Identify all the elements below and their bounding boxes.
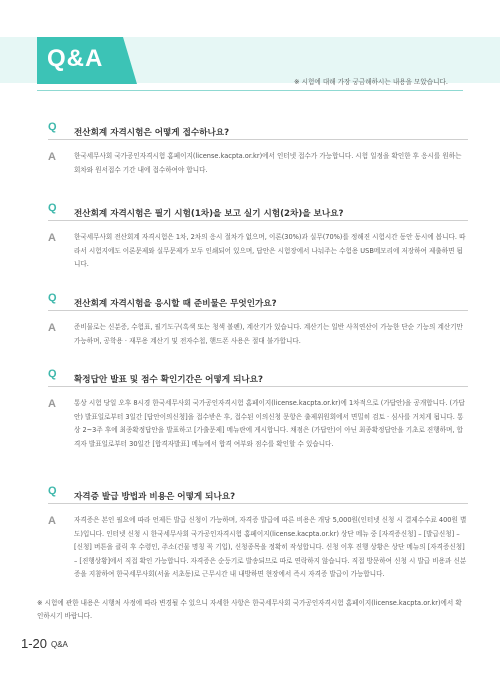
question-row — [48, 201, 468, 219]
qa-item — [48, 120, 468, 177]
answer-row — [48, 397, 468, 451]
answer-row — [48, 150, 468, 177]
answer-marker: A — [48, 232, 56, 244]
answer-text: 한국세무사회 전산회계 자격시험은 1차, 2차의 응시 절차가 없으며, 이론(30%)과 실무(70%)를 정해진 시험시간 동안 동시에 봅니다. 따라서 시험지에도 이론문제와 실무문제가 모두 인쇄되어 있으며, 답안은 시험장에서 나눠주는 수험용 USB메모리에 저장하여 제출하면 됩니다. — [74, 233, 466, 269]
answer-marker: A — [48, 515, 56, 527]
question-divider — [48, 310, 468, 311]
qa-item — [48, 291, 468, 348]
question-text: 전산회계 자격시험은 어떻게 접수하나요? — [74, 128, 230, 138]
qa-item — [48, 484, 468, 582]
question-divider — [48, 220, 468, 221]
answer-text: 통상 시험 당일 오후 8시경 한국세무사회 국가공인자격시험 홈페이지(license.kacpta.or.kr)에 1차적으로 (가답안)을 공개합니다. (가답안) 발표일로부터 3일간 [답안이의신청]을 접수받은 후, 접수된 이의신청 문항은 출제위원회에서 면밀히 검토 · 심사를 거치게 됩니다. 통상 2~3주 후에 최종확정답안을 발표하고 [가출문제] 메뉴란에 게시합니다. 채점은 (가답안)이 아닌 최종확정답안을 기초로 진행하며, 합격자 발표일로부터 30일간 [합격자발표] 메뉴에서 합격 여부와 점수를 확인할 수 있습니다. — [74, 399, 465, 448]
qa-item — [48, 367, 468, 451]
question-row — [48, 367, 468, 385]
qa-item — [48, 201, 468, 272]
question-marker: Q — [48, 485, 57, 497]
question-marker: Q — [48, 292, 57, 304]
question-divider — [48, 503, 468, 504]
question-divider — [48, 139, 468, 140]
header-divider — [37, 90, 463, 91]
question-divider — [48, 386, 468, 387]
answer-text: 한국세무사회 국가공인자격시험 홈페이지(license.kacpta.or.kr)에서 인터넷 접수가 가능합니다. 시험 일정을 확인한 후 응시를 원하는 회차와 원서접수 기간 내에 접수하여야 합니다. — [74, 152, 462, 174]
question-row — [48, 484, 468, 502]
question-row — [48, 120, 468, 138]
answer-row — [48, 321, 468, 348]
answer-text: 준비물로는 신분증, 수험표, 필기도구(흑색 또는 청색 볼펜), 계산기가 있습니다. 계산기는 일반 사칙연산이 가능한 단순 기능의 계산기만 가능하며, 공학용 · 재무용 계산기 및 전자수첩, 핸드폰 사용은 절대 불가합니다. — [74, 323, 463, 345]
footnote: ※ 시험에 관한 내용은 시행처 사정에 따라 변경될 수 있으니 자세한 사항은 한국세무사회 국가공인자격시험 홈페이지(license.kacpta.or.kr)에서 확인하시기 바랍니다. — [37, 599, 462, 621]
answer-marker: A — [48, 151, 56, 163]
answer-row — [48, 514, 468, 582]
question-text: 확정답안 발표 및 점수 확인기간은 어떻게 되나요? — [74, 375, 263, 385]
question-row — [48, 291, 468, 309]
answer-text: 자격증은 본인 필요에 따라 언제든 발급 신청이 가능하며, 자격증 발급에 따른 비용은 개당 5,000원(인터넷 신청 시 결제수수료 400원 별도)입니다. 인터넷 신청 시 한국세무사회 국가공인자격시험 홈페이지(license.kacpta.or.kr) 상단 메뉴 중 [자격증신청] – [발급신청] – [신청] 버튼을 클릭 후 수령인, 주소(건물 명칭 꼭 기입), 신청종목을 정확히 작성합니다. 신청 이후 진행 상황은 상단 메뉴의 [자격증신청] – [진행상황]에서 직접 확인 가능합니다. 자격증은 순등기로 발송되므로 따로 연락하지 않습니다. 직접 방문하여 신청 시 발급 비용과 신분증을 지참하여 한국세무사회(서울 서초동)로 근무시간 내 내방하면 현장에서 즉시 자격증 발급이 가능합니다. — [74, 516, 467, 579]
question-text: 전산회계 자격시험을 응시할 때 준비물은 무엇인가요? — [74, 299, 277, 309]
page-title: Q&A — [47, 45, 104, 72]
answer-row — [48, 231, 468, 272]
page-number: 1-20 — [21, 636, 48, 651]
question-marker: Q — [48, 202, 57, 214]
question-text: 전산회계 자격시험은 필기 시험(1차)을 보고 실기 시험(2차)을 보나요? — [74, 209, 344, 219]
answer-marker: A — [48, 322, 56, 334]
question-marker: Q — [48, 368, 57, 380]
header-note: ※ 시험에 대해 가장 궁금해하시는 내용을 모았습니다. — [294, 78, 448, 86]
question-text: 자격증 발급 방법과 비용은 어떻게 되나요? — [74, 492, 236, 502]
question-marker: Q — [48, 121, 57, 133]
page-section-label: Q&A — [51, 640, 68, 649]
answer-marker: A — [48, 398, 56, 410]
